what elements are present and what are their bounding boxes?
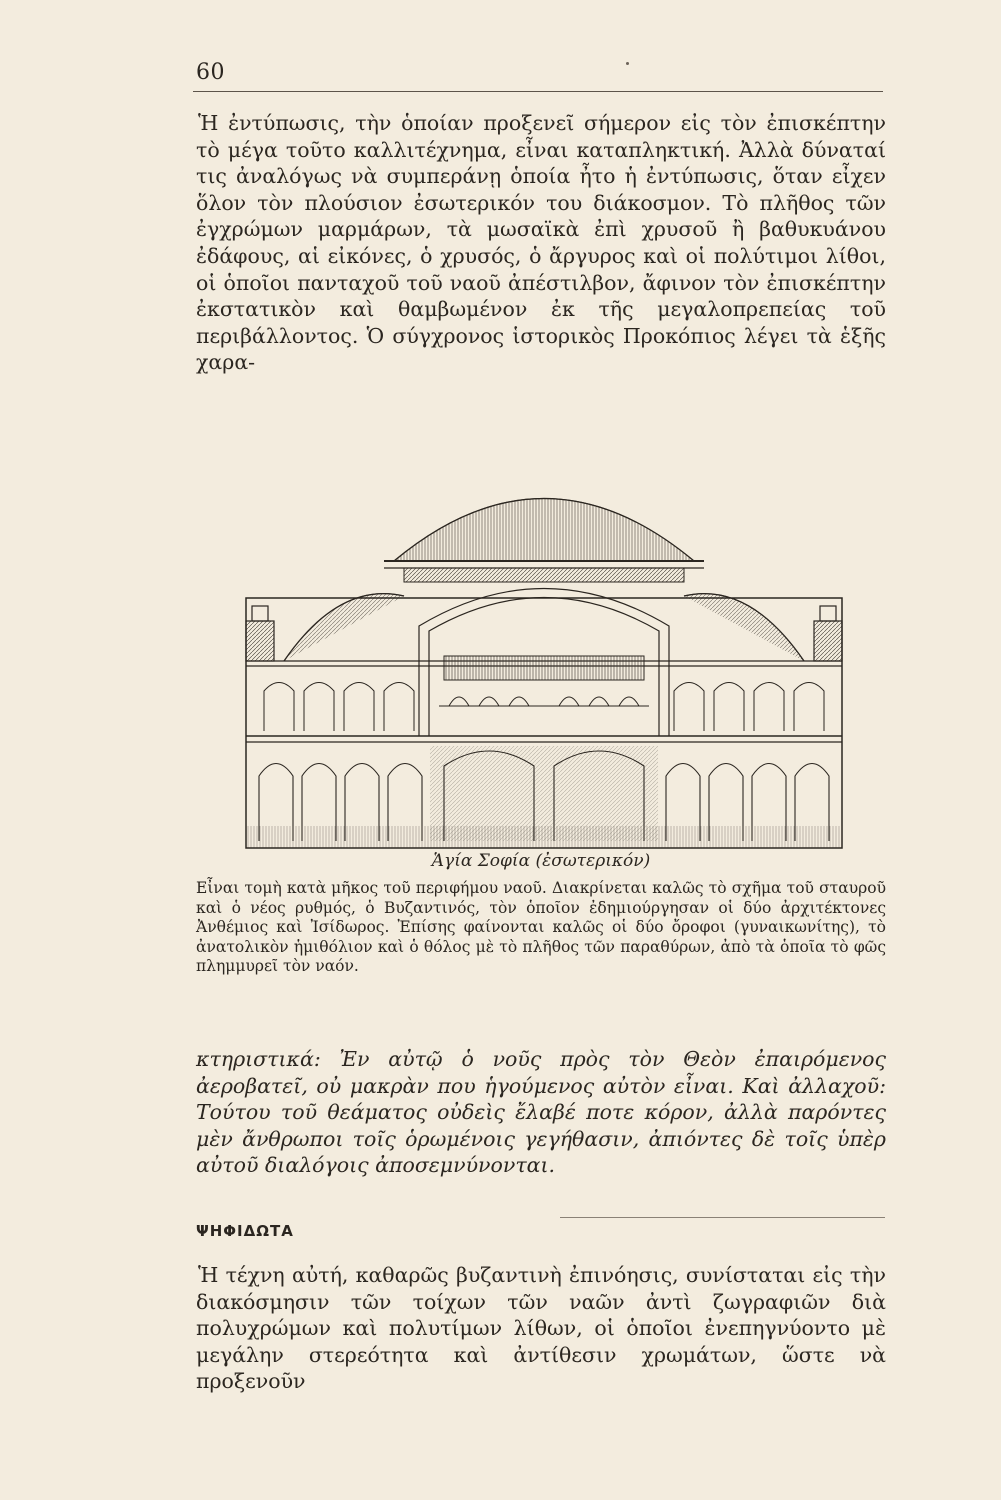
page-dot xyxy=(626,62,629,65)
figure-caption: Ἁγία Σοφία (ἐσωτερικόν) xyxy=(431,851,651,871)
paragraph-intro: Ἡ ἐντύπωσις, τὴν ὁποίαν προξενεῖ σήμερον εἰς τὸν ἐπισκέπτην τὸ μέγα τοῦτο καλλιτέχνημα, εἶναι καταπληκτική. Ἀλλὰ δύναταί τις ἀναλόγως νὰ συμπεράνῃ ὁποία ἦτο ἡ ἐντύπωσις, ὅταν εἶχεν ὅλον τὸν πλούσιον ἐσωτερικόν του διάκοσμον. Τὸ πλῆθος τῶν ἐγχρώμων μαρμάρων, τὰ μωσαϊκὰ ἐπὶ χρυσοῦ ἢ βαθυκυάνου ἐδάφους, αἱ εἰκόνες, ὁ χρυσός, ὁ ἄργυρος καὶ οἱ πολύτιμοι λίθοι, οἱ ὁποῖοι πανταχοῦ τοῦ ναοῦ ἀπέστιλβον, ἄφινον τὸν ἐπισκέπτην ἐκστατικὸν καὶ θαμβωμένον ἐκ τῆς μεγαλοπρεπείας τοῦ περιβάλλοντος. Ὁ σύγχρονος ἱστορικὸς Προκόπιος λέγει τὰ ἑξῆς χαρα- xyxy=(196,111,886,375)
figure-description: Εἶναι τομὴ κατὰ μῆκος τοῦ περιφήμου ναοῦ. Διακρίνεται καλῶς τὸ σχῆμα τοῦ σταυροῦ καὶ ὁ νέος ρυθμός, ὁ Βυζαντινός, τὸν ὁποῖον ἐδημιούργησαν οἱ δύο ἀρχιτέκτονες Ἀνθέμιος καὶ Ἰσίδωρος. Ἐπίσης φαίνονται καλῶς οἱ δύο ὄροφοι (γυναικωνίτης), τὸ ἀνατολικὸν ἡμιθόλιον καὶ ὁ θόλος μὲ τὸ πλῆθος τῶν παραθύρων, ἀπὸ τὰ ὁποῖα τὸ φῶς πλημμυρεῖ τὸν ναόν. xyxy=(196,879,886,975)
header-rule xyxy=(193,91,883,92)
section-heading-mosaics: ΨΗΦΙΔΩΤΑ xyxy=(196,1222,294,1240)
page-number: 60 xyxy=(196,60,225,85)
section-rule xyxy=(560,1217,885,1218)
hagia-sophia-illustration xyxy=(244,456,844,851)
paragraph-procopius-quote: κτηριστικά: Ἐν αὐτῷ ὁ νοῦς πρὸς τὸν Θεὸν ἐπαιρόμενος ἀεροβατεῖ, οὐ μακρὰν που ἡγούμενος αὐτὸν εἶναι. Καὶ ἀλλαχοῦ: Τούτου τοῦ θεάματος οὐδεὶς ἔλαβέ ποτε κόρον, ἀλλὰ παρόντες μὲν ἄνθρωποι τοῖς ὁρωμένοις γεγήθασιν, ἀπιόντες δὲ τοῖς ὑπὲρ αὐτοῦ διαλόγοις ἀποσεμνύνονται. xyxy=(196,1047,886,1178)
cross-section-drawing xyxy=(244,456,844,851)
paragraph-mosaics: Ἡ τέχνη αὐτή, καθαρῶς βυζαντινὴ ἐπινόησις, συνίσταται εἰς τὴν διακόσμησιν τῶν τοίχων τῶν ναῶν ἀντὶ ζωγραφιῶν διὰ πολυχρώμων καὶ πολυτίμων λίθων, οἱ ὁποῖοι ἐνεπηγνύοντο μὲ μεγάλην στερεότητα καὶ ἀντίθεσιν χρωμάτων, ὥστε νὰ προξενοῦν xyxy=(196,1263,886,1394)
